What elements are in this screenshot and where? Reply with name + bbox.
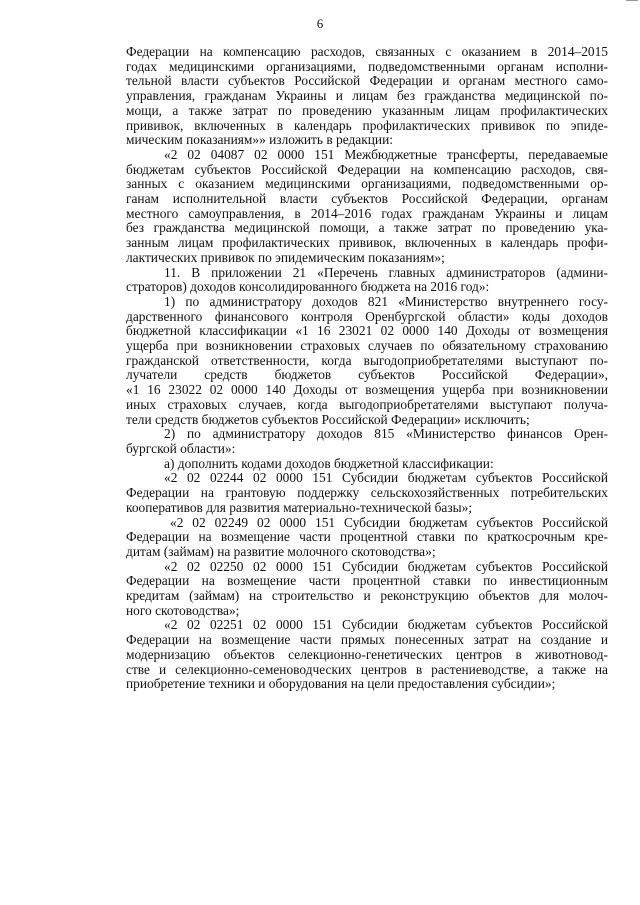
text-line: занным лицам профилактических прививок, включенных в календарь профи- (126, 235, 608, 251)
text-line: «2 02 04087 02 0000 151 Межбюджетные трансферты, передаваемые (164, 146, 608, 162)
scan-corner-mark (626, 0, 638, 3)
text-line: занных с оказанием медицинскими организациями, подведомственными ор- (126, 176, 608, 192)
text-line: 2) по администратору доходов 815 «Министерство финансов Орен- (164, 426, 608, 442)
text-line: гражданской ответственности, когда выгодоприобретателями выступают по- (126, 352, 608, 368)
text-line: дарственного финансового контроля Оренбургской области» коды доходов (126, 308, 608, 324)
text-line: дитам (займам) на развитие молочного скотоводства»; (126, 543, 436, 559)
text-line: приобретение техники и оборудования на цели предоставления субсидии»; (126, 676, 556, 692)
text-line: лучатели средств бюджетов субъектов Российской Федерации», (126, 367, 608, 383)
text-line: кредитам (займам) на строительство и реконструкцию объектов для молоч- (126, 588, 608, 604)
text-line: ного скотоводства»; (126, 602, 240, 618)
text-line: бюджетной классификации «1 16 23021 02 0000 140 Доходы от возмещения (126, 323, 608, 339)
text-line: 11. В приложении 21 «Перечень главных администраторов (админи- (164, 264, 608, 280)
text-line: бюджетам субъектов Российской Федерации на компенсацию расходов, свя- (126, 161, 608, 177)
text-line: местного самоуправления, в 2014–2016 годах гражданам Украины и лицам (126, 205, 608, 221)
text-line: управления, гражданам Украины и лицам без гражданства медицинской по- (126, 88, 608, 104)
text-line: Федерации на компенсацию расходов, связанных с оказанием в 2014–2015 (126, 44, 608, 59)
text-line: тельной власти субъектов Российской Федерации и органам местного само- (126, 73, 608, 89)
text-line: без гражданства медицинской помощи, а также затрат по проведению ука- (126, 220, 608, 236)
page-number: 6 (316, 16, 324, 31)
text-line: Федерации на возмещение части процентной ставки по инвестиционным (126, 573, 608, 589)
text-line: лактических прививок по эпидемическим показаниям»; (126, 249, 445, 265)
text-line: иных страховых случаев, когда выгодоприобретателями выступают получа- (126, 396, 608, 412)
text-line: «2 02 02244 02 0000 151 Субсидии бюджетам субъектов Российской (164, 470, 608, 486)
text-line: тели средств бюджетов субъектов Российской Федерации» исключить; (126, 411, 530, 427)
text-line: «1 16 23022 02 0000 140 Доходы от возмещения ущерба при возникновении (126, 382, 608, 398)
text-line: ганам исполнительной власти субъектов Российской Федерации, органам (126, 191, 608, 207)
text-line: «2 02 02251 02 0000 151 Субсидии бюджетам субъектов Российской (164, 617, 608, 633)
text-line: «2 02 02250 02 0000 151 Субсидии бюджетам субъектов Российской (164, 558, 608, 574)
document-body (126, 45, 608, 692)
text-line: мическим показаниям»» изложить в редакции: (126, 132, 393, 148)
text-line: стве и селекционно-семеноводческих центров в растениеводстве, а также на (126, 661, 608, 677)
text-line: кооперативов для развития материально-технической базы»; (126, 499, 473, 515)
text-line: прививок, включенных в календарь профилактических прививок по эпиде- (126, 117, 608, 133)
text-line: Федерации на возмещение части прямых понесенных затрат на создание и (126, 632, 608, 648)
text-line: страторов) доходов консолидированного бюджета на 2016 год»: (126, 279, 490, 295)
text-line: бургской области»: (126, 440, 236, 456)
text-line: модернизацию объектов селекционно-генетических центров в животновод- (126, 646, 608, 662)
text-line: годах медицинскими организациями, подведомственными органам исполни- (126, 58, 608, 74)
text-line: мощи, а также затрат по проведению указанным лицам профилактических (126, 102, 608, 118)
text-line: а) дополнить кодами доходов бюджетной классификации: (164, 455, 494, 471)
text-line: 1) по администратору доходов 821 «Министерство внутреннего госу- (164, 293, 608, 309)
text-line: «2 02 02249 02 0000 151 Субсидии бюджетам субъектов Российской (170, 514, 608, 530)
text-line: Федерации на возмещение части процентной ставки по краткосрочным кре- (126, 529, 608, 545)
text-line: Федерации на грантовую поддержку сельскохозяйственных потребительских (126, 485, 608, 501)
text-line: ущерба при возникновении страховых случаев по обязательному страхованию (126, 338, 608, 354)
